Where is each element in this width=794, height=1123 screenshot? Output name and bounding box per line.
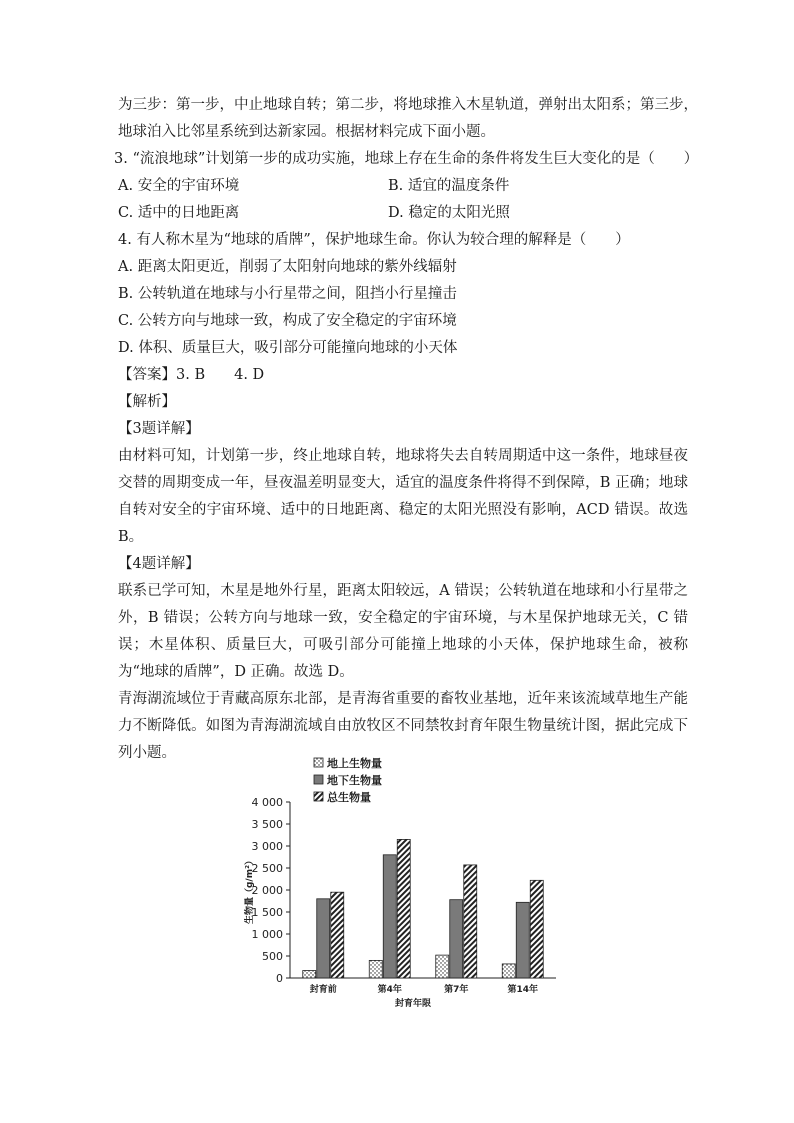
legend-label: 总生物量 — [327, 791, 371, 804]
y-tick-label: 4 000 — [251, 796, 283, 809]
option-b: B. 适宜的温度条件 — [388, 178, 510, 194]
y-tick-label: 2 500 — [251, 862, 283, 875]
option-d: D. 体积、质量巨大，吸引部分可能撞向地球的小天体 — [118, 340, 458, 356]
legend-label: 地下生物量 — [327, 774, 382, 787]
option-d: D. 稳定的太阳光照 — [388, 205, 510, 221]
detail-4-text: 联系已学可知，木星是地外行星，距离太阳较远，A 错误；公转轨道在地球和小行星带之外，B 错误；公转方向与地球一致，安全稳定的宇宙环境，与木星保护地球无关，C 错误；木星体积、质量巨大，可吸引部分可能撞上地球的小天体，保护地球生命，被称为“地球的盾牌”，D 正确。故选 D。 — [118, 583, 688, 680]
question-4: 4. 有人称木星为“地球的盾牌”，保护地球生命。你认为较合理的解释是（ ） — [118, 232, 630, 248]
option-a: A. 距离太阳更近，削弱了太阳射向地球的紫外线辐射 — [118, 259, 457, 275]
intro-paragraph: 青海湖流域位于青藏高原东北部，是青海省重要的畜牧业基地，近年来该流域草地生产能力不断降低。如图为青海湖流域自由放牧区不同禁牧封育年限生物量统计图，据此完成下列小题。 — [118, 691, 688, 761]
chart-bars — [303, 839, 544, 995]
y-tick-label: 1 500 — [251, 906, 283, 919]
question-3-options — [118, 173, 688, 227]
bar-3-1 — [331, 892, 344, 978]
bar-3-2 — [397, 839, 410, 978]
legend-swatch — [314, 775, 323, 784]
answer-line: 【答案】3. B 4. D — [118, 367, 265, 383]
bar-1-4 — [502, 964, 515, 978]
option-c: C. 公转方向与地球一致，构成了安全稳定的宇宙环境 — [118, 313, 457, 329]
y-tick-label: 3 000 — [251, 840, 283, 853]
text-line: 为三步：第一步，中止地球自转；第二步，将地球推入木星轨道，弹射出太阳系；第三步， — [118, 97, 698, 113]
y-tick-label: 3 500 — [251, 818, 283, 831]
bar-2-1 — [317, 899, 330, 978]
legend-swatch — [314, 758, 323, 767]
detail-3-heading: 【3题详解】 — [118, 421, 200, 437]
bar-1-3 — [436, 955, 449, 978]
bar-1-2 — [369, 960, 382, 978]
x-tick-label: 封育前 — [309, 985, 337, 995]
y-tick-label: 1 000 — [251, 928, 283, 941]
analysis-heading: 【解析】 — [118, 394, 176, 410]
option-b: B. 公转轨道在地球与小行星带之间，阻挡小行星撞击 — [118, 286, 457, 302]
y-tick-label: 2 000 — [251, 884, 283, 897]
document-body — [114, 92, 699, 767]
option-a: A. 安全的宇宙环境 — [118, 178, 240, 194]
legend-label: 地上生物量 — [327, 757, 382, 770]
x-tick-label: 第7年 — [444, 985, 469, 995]
biomass-chart — [238, 752, 568, 1012]
y-axis-title: 生物量（g/m²） — [245, 855, 255, 925]
bar-2-3 — [450, 900, 463, 978]
option-c: C. 适中的日地距离 — [118, 205, 240, 221]
detail-3-text: 由材料可知，计划第一步，终止地球自转，地球将失去自转周期适中这一条件，地球昼夜交替的周期变成一年，昼夜温差明显变大，适宜的温度条件将得不到保障，B 正确；地球自转对安全的宇宙环境、适中的日地距离、稳定的太阳光照没有影响，ACD 错误。故选 B。 — [118, 448, 688, 545]
x-tick-label: 第14年 — [507, 985, 539, 995]
x-tick-label: 第4年 — [377, 985, 402, 995]
y-tick-label: 0 — [276, 972, 283, 985]
question-3: 3. “流浪地球”计划第一步的成功实施，地球上存在生命的条件将发生巨大变化的是（ ） — [114, 151, 699, 167]
bar-2-4 — [516, 902, 529, 978]
text-line: 地球泊入比邻星系统到达新家园。根据材料完成下面小题。 — [118, 124, 495, 140]
detail-4-heading: 【4题详解】 — [118, 556, 200, 572]
bar-3-4 — [530, 880, 543, 978]
bar-3-3 — [464, 865, 477, 978]
chart-legend — [314, 756, 382, 804]
bar-1-1 — [303, 971, 316, 978]
biomass-chart-svg — [238, 752, 568, 1012]
x-axis-title: 封育年限 — [394, 999, 432, 1009]
legend-swatch — [314, 792, 323, 801]
y-tick-label: 500 — [262, 950, 283, 963]
bar-2-2 — [383, 855, 396, 978]
